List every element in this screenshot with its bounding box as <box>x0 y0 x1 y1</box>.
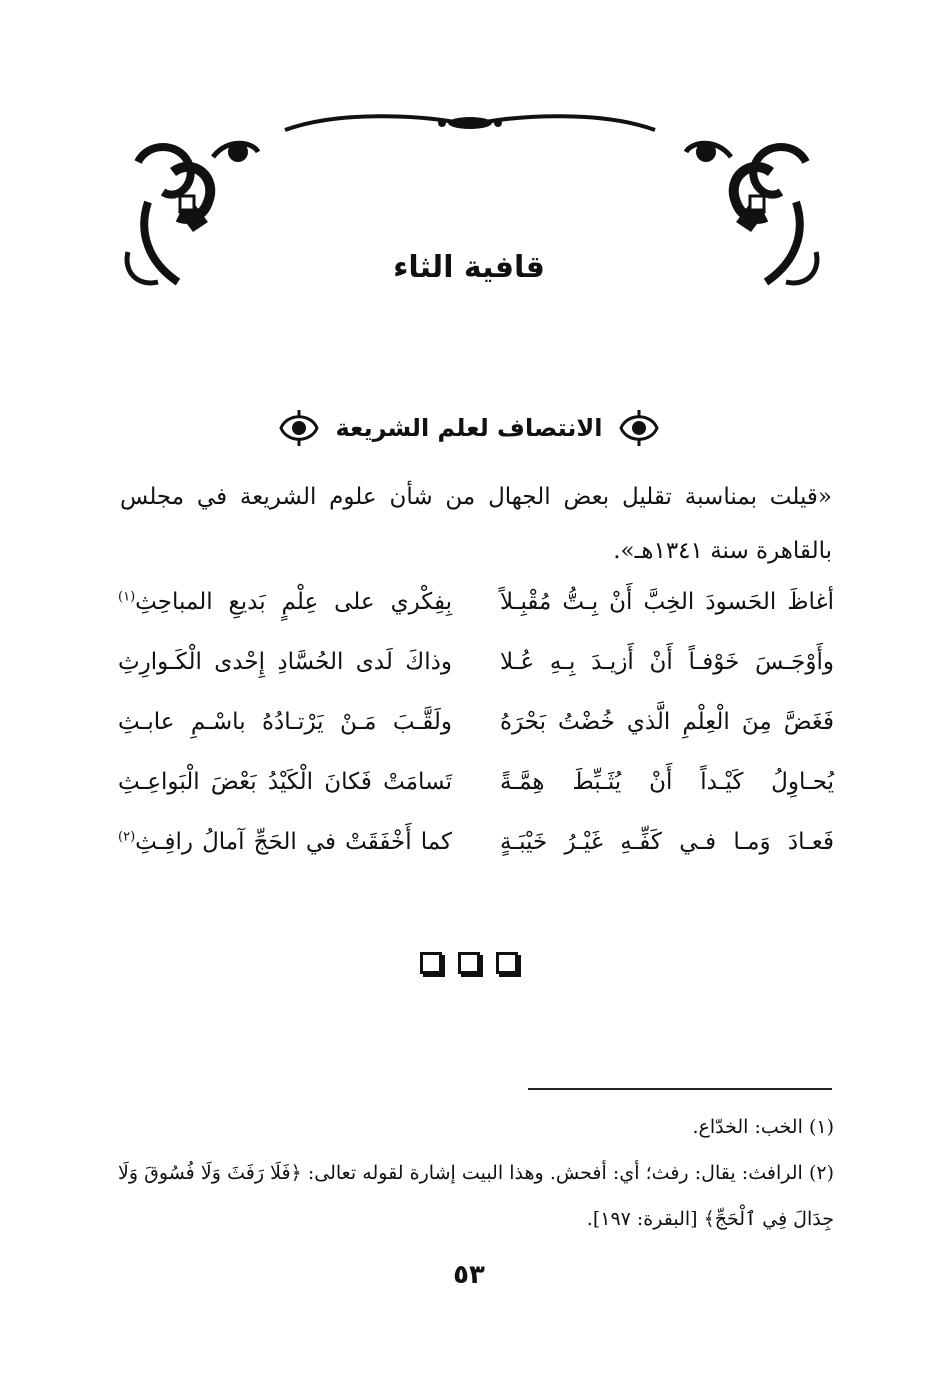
flourish-left-icon <box>277 408 321 448</box>
verse-first-hemistich: أغاظَ الحَسودَ الخِبَّ أَنْ بِـتُّ مُقْبِـلاً <box>500 589 834 615</box>
section-heading <box>0 408 938 448</box>
verse-second-hemistich: ولَقَّـبَ مَـنْ يَرْتـادُهُ باسْـمِ عابـثِ <box>118 709 452 735</box>
verse-first-hemistich: وأَوْجَـسَ خَوْفـاً أَنْ أَزيـدَ بِـهِ عُـلا <box>500 649 834 675</box>
verse <box>118 812 834 872</box>
verse-first-hemistich: يُحـاوِلُ كَيْـداً أَنْ يُثَـبِّطَ هِمَّـةً <box>500 769 834 795</box>
verse-second-hemistich: تَسامَتْ فَكانَ الْكَيْدُ بَعْضَ الْبَواعِـثِ <box>118 769 452 795</box>
verse <box>118 692 834 752</box>
intro-line: بالقاهرة سنة ١٣٤١هـ». <box>613 538 832 564</box>
footnote-text: الرافث: يقال: رفث؛ أي: أفحش. وهذا البيت إشارة لقوله تعالى: ﴿فَلَا رَفَثَ وَلَا فُسُوقَ وَلَا جِدَالَ فِي ٱلْحَجِّ﴾ [البقرة: ١٩٧]. <box>118 1162 834 1230</box>
square-icon <box>420 952 442 974</box>
page-number: ٥٣ <box>453 1260 485 1290</box>
footnote-marker: (٢) <box>118 829 136 845</box>
footnote <box>118 1104 834 1150</box>
hemistich-text: كما أَخْفَقَتْ في الحَجِّ آمالُ رافِـثِ <box>135 829 452 855</box>
footnotes <box>118 1104 834 1242</box>
footnote <box>118 1150 834 1242</box>
intro-paragraph <box>120 470 832 578</box>
footnote-marker: (١) <box>118 589 136 605</box>
verse-second-hemistich <box>118 829 452 855</box>
verse <box>118 632 834 692</box>
hemistich-text: بِفِكْري على عِلْمٍ بَديعِ المباحِثِ <box>135 589 452 615</box>
verse-first-hemistich: فَغَضَّ مِنَ الْعِلْمِ الَّذي خُضْتُ بَحْرَهُ <box>500 709 834 735</box>
footnote-number: (١) <box>808 1116 834 1138</box>
top-ornament-icon <box>280 108 660 138</box>
poem <box>118 572 834 872</box>
square-icon <box>458 952 480 974</box>
intro-line: «قيلت بمناسبة تقليل بعض الجهال من شأن علوم الشريعة في مجلس <box>120 484 832 510</box>
verse-first-hemistich: فَعـادَ وَمـا فـي كَفِّـهِ غَيْـرُ خَيْبَـةٍ <box>500 829 834 855</box>
footnote-number: (٢) <box>808 1162 835 1184</box>
verse <box>118 752 834 812</box>
verse <box>118 572 834 632</box>
footnote-text: الخب: الخدّاع. <box>692 1116 803 1138</box>
verse-second-hemistich: وذاكَ لَدى الحُسَّادِ إِحْدى الْكَـوارِثِ <box>118 649 452 675</box>
chapter-title: قافية الثاء <box>393 250 545 285</box>
section-end-squares <box>0 952 938 974</box>
verse-second-hemistich <box>118 589 452 615</box>
flourish-right-icon <box>617 408 661 448</box>
footnote-divider <box>528 1088 832 1090</box>
square-icon <box>496 952 518 974</box>
section-title: الانتصاف لعلم الشريعة <box>335 414 603 442</box>
